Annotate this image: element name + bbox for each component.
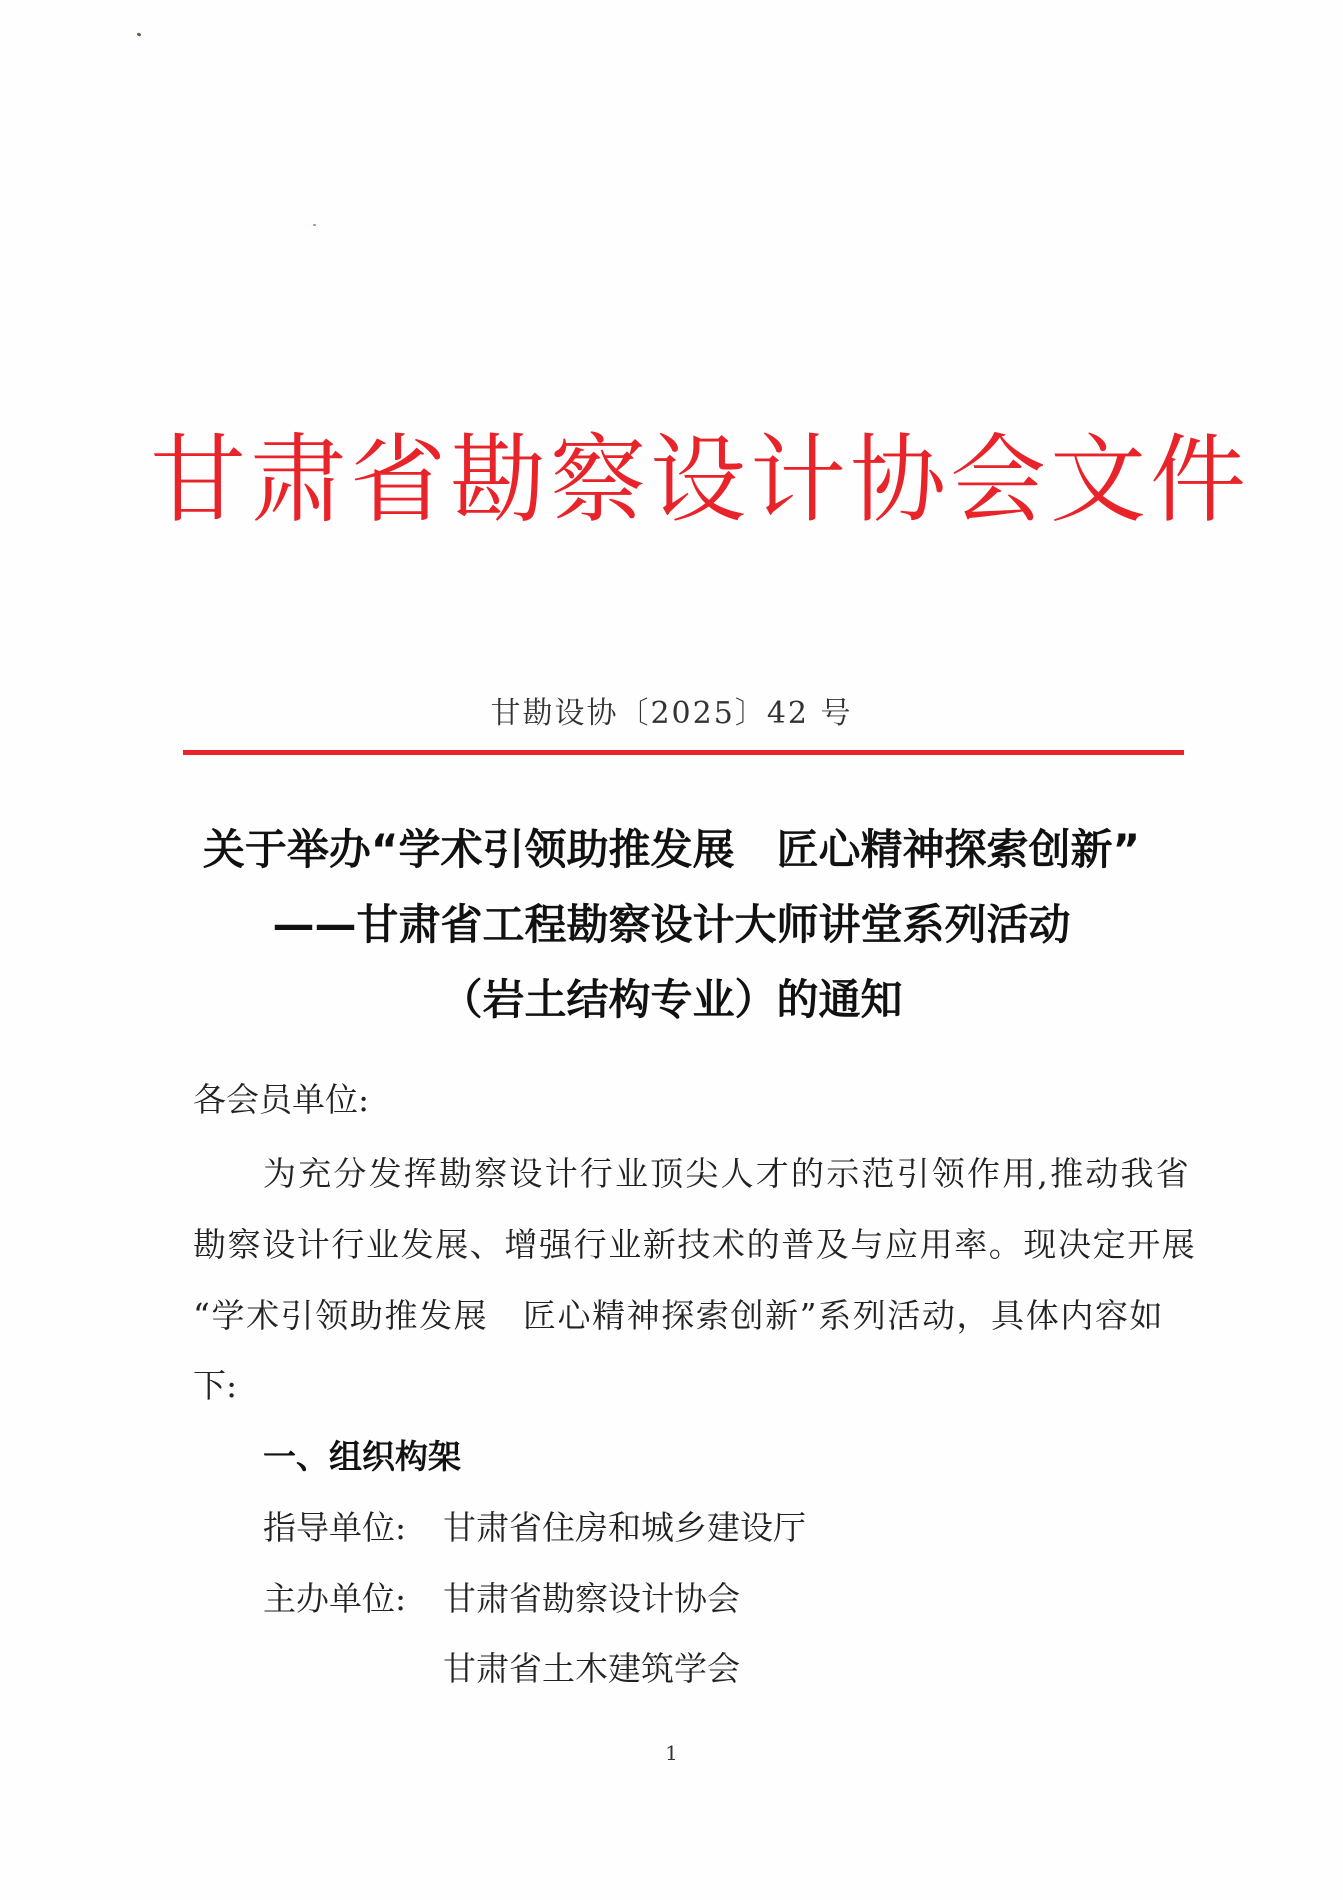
guiding-unit-label: 指导单位: <box>263 1508 407 1547</box>
document-number: 甘勘设协〔2025〕42 号 <box>490 696 853 731</box>
salutation: 各会员单位: <box>193 1080 370 1119</box>
notice-title-line-3: （岩土结构专业）的通知 <box>440 975 903 1024</box>
page-number: 1 <box>665 1741 678 1765</box>
host-unit-value: 甘肃省土木建筑学会 <box>443 1649 740 1688</box>
section-heading: 一、组织构架 <box>263 1437 461 1476</box>
paragraph-line: “学术引领助推发展 匠心精神探索创新”系列活动，具体内容如 <box>193 1296 1165 1335</box>
scan-speck <box>313 224 316 226</box>
paragraph-line: 勘察设计行业发展、增强行业新技术的普及与应用率。现决定开展 <box>193 1225 1197 1264</box>
masthead-title: 甘肃省勘察设计协会文件 <box>150 424 1250 536</box>
host-unit-label: 主办单位: <box>263 1579 407 1618</box>
scan-speck <box>137 32 142 36</box>
host-unit-value: 甘肃省勘察设计协会 <box>443 1579 740 1618</box>
paragraph-line: 为充分发挥勘察设计行业顶尖人才的示范引领作用,推动我省 <box>263 1154 1191 1193</box>
notice-title-line-2: ——甘肃省工程勘察设计大师讲堂系列活动 <box>272 900 1071 949</box>
paragraph-line: 下: <box>193 1366 238 1405</box>
guiding-unit-value: 甘肃省住房和城乡建设厅 <box>443 1508 806 1547</box>
notice-title-line-1: 关于举办“学术引领助推发展 匠心精神探索创新” <box>202 825 1141 874</box>
red-divider-line <box>183 750 1184 755</box>
